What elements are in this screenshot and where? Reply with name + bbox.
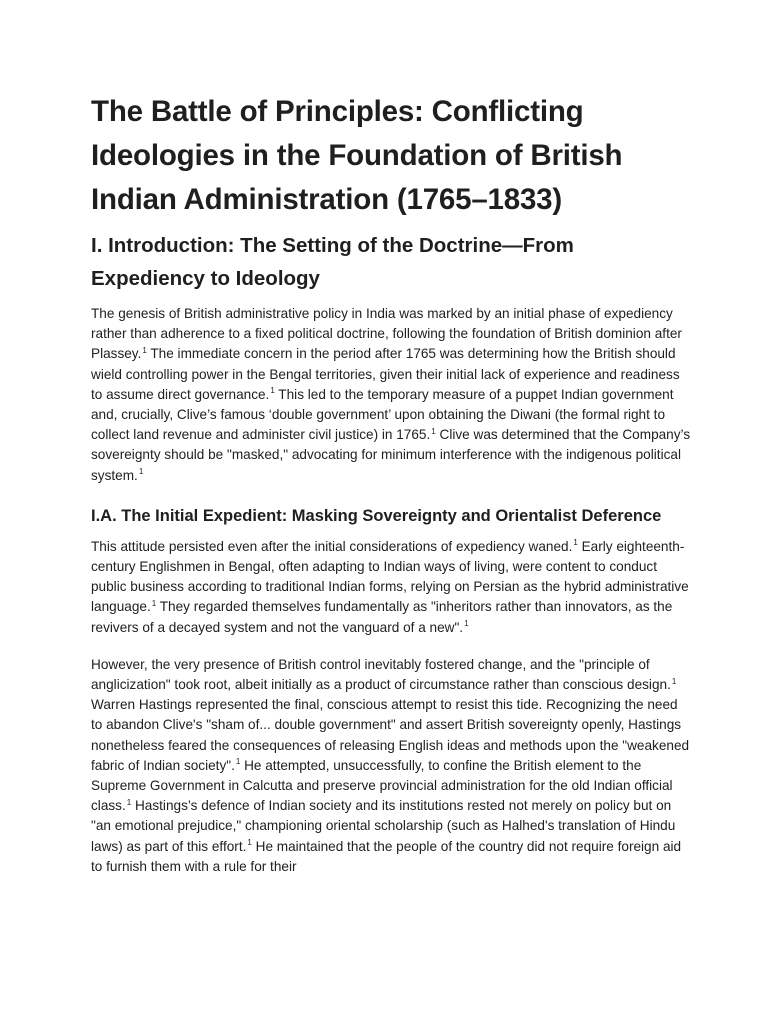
expedient-text-2: Early eighteenth-century Englishmen in Bengal, often adapting to Indian ways of living, were content to conduct public business according to traditional Indian forms, relying on Persian as the hybrid administrative language. [91, 538, 689, 615]
hastings-text-3: He attempted, unsuccessfully, to confine the British element to the Supreme Government in Calcutta and preserve provincial administration for the old Indian official class. [91, 757, 673, 814]
intro-text-3: This led to the temporary measure of a puppet Indian government and, crucially, Clive’s famous ‘double government’ upon obtaining the Diwani (the formal right to collect land revenue and administer civil justice) in 1765. [91, 386, 674, 443]
hastings-text-4: Hastings’s defence of Indian society and its institutions rested not merely on policy but on "an emotional prejudice," championing oriental scholarship (such as Halhed's translation of Hindu laws) as part of this effort. [91, 798, 676, 854]
footnote-ref[interactable]: 1 [126, 797, 132, 807]
footnote-ref[interactable]: 1 [270, 386, 275, 396]
footnote-ref[interactable]: 1 [151, 598, 157, 608]
subsection-heading-initial-expedient: I.A. The Initial Expedient: Masking Sovereignty and Orientalist Deference [91, 506, 662, 525]
footnote-ref[interactable]: 1 [464, 619, 469, 629]
footnote-ref[interactable]: 1 [247, 838, 252, 848]
footnote-ref[interactable]: 1 [573, 538, 578, 548]
footnote-ref[interactable]: 1 [235, 757, 241, 767]
hastings-text-2: Warren Hastings represented the final, conscious attempt to resist this tide. Recognizing the need to abandon Clive's "sham of... double government" and assert British sovereignty openly, Hastings nonetheless feared the consequences of releasing English ideas and methods upon the "weakened fabric of Indian society". [91, 697, 690, 773]
intro-text-2: The immediate concern in the period after 1765 was determining how the British should wield controlling power in the Bengal territories, given their initial lack of experience and readiness to assume direct governance. [91, 346, 680, 402]
expedient-paragraph-1 [91, 537, 691, 638]
hastings-text-5: He maintained that the people of the country did not require foreign aid to furnish them with a rule for their [91, 838, 682, 874]
expedient-text-3: They regarded themselves fundamentally as "inheritors rather than innovators, as the revivers of a decayed system and not the vanguard of a new". [91, 599, 673, 635]
footnote-ref[interactable]: 1 [142, 345, 147, 355]
document-page [91, 90, 691, 891]
document-title: The Battle of Principles: Conflicting Ideologies in the Foundation of British Indian Administration (1765–1833) [91, 95, 623, 216]
hastings-text-1: However, the very presence of British control inevitably fostered change, and the "principle of anglicization" took root, albeit initially as a product of circumstance rather than conscious design. [91, 656, 671, 693]
intro-text-1: The genesis of British administrative policy in India was marked by an initial phase of expediency rather than adherence to a fixed political doctrine, following the foundation of British dominion after Plassey. [91, 306, 682, 362]
intro-text-4: Clive was determined that the Company’s sovereignty should be "masked," advocating for minimum interference with the indigenous political system. [91, 427, 691, 483]
expedient-paragraph-2 [91, 655, 691, 877]
expedient-text-1: This attitude persisted even after the initial considerations of expediency waned. [91, 538, 573, 554]
footnote-ref[interactable]: 1 [431, 426, 436, 436]
footnote-ref[interactable]: 1 [671, 676, 677, 686]
section-heading-introduction: I. Introduction: The Setting of the Doctrine—From Expediency to Ideology [91, 234, 574, 290]
intro-paragraph [91, 304, 691, 486]
footnote-ref[interactable]: 1 [138, 467, 144, 477]
